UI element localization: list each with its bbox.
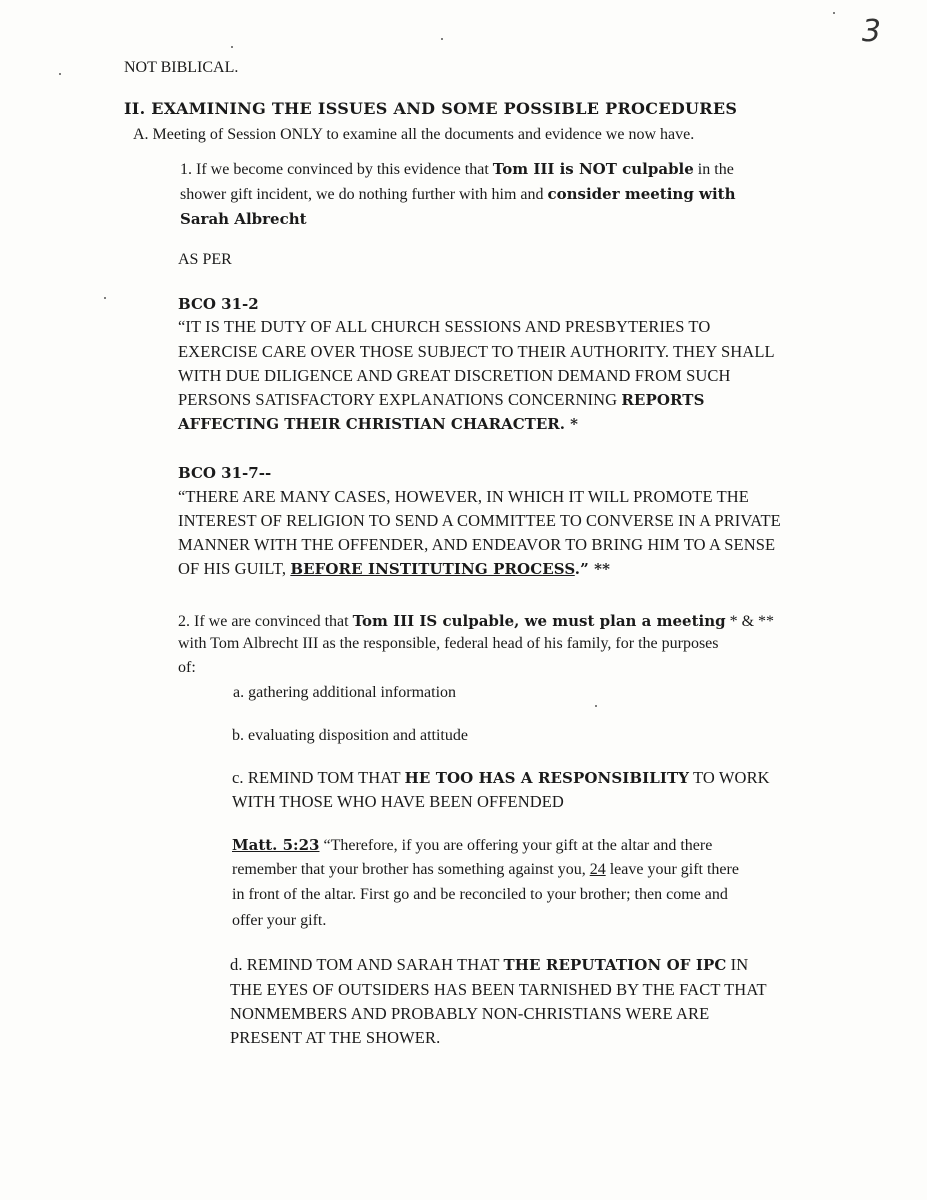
item-1-line-1: 1. If we become convinced by this evidence that Tom III is NOT culpable in the <box>180 160 734 178</box>
text-not-biblical: NOT BIBLICAL. <box>124 59 239 76</box>
bco-31-7-line-3: MANNER WITH THE OFFENDER, AND ENDEAVOR TO BRING HIM TO A SENSE <box>178 535 776 554</box>
scan-speck <box>104 297 106 299</box>
item-1-line-2: shower gift incident, we do nothing further with him and consider meeting with <box>180 185 736 203</box>
subitem-b: b. evaluating disposition and attitude <box>232 727 468 744</box>
bco-31-2-line-4: PERSONS SATISFACTORY EXPLANATIONS CONCERNING REPORTS <box>178 390 705 409</box>
section-heading: II. EXAMINING THE ISSUES AND SOME POSSIBLE PROCEDURES <box>124 99 738 118</box>
bco-31-2-heading: BCO 31-2 <box>178 295 259 313</box>
as-per-text: AS PER <box>178 251 232 268</box>
scan-speck <box>59 73 61 75</box>
bco-31-7-line-4: OF HIS GUILT, BEFORE INSTITUTING PROCESS.” ** <box>178 559 611 578</box>
item-a-meeting: A. Meeting of Session ONLY to examine all the documents and evidence we now have. <box>133 126 695 143</box>
matt-quote-line-2: remember that your brother has something against you, 24 leave your gift there <box>232 861 739 878</box>
item-2-line-3: of: <box>178 659 196 676</box>
subitem-d-line-3: NONMEMBERS AND PROBABLY NON-CHRISTIANS WERE ARE <box>230 1004 710 1023</box>
item-2-line-2: with Tom Albrecht III as the responsible, federal head of his family, for the purposes <box>178 635 719 652</box>
scan-speck <box>595 705 597 707</box>
bco-31-2-line-3: WITH DUE DILIGENCE AND GREAT DISCRETION DEMAND FROM SUCH <box>178 366 731 385</box>
reputation-text: THE REPUTATION OF IPC <box>503 956 727 974</box>
subitem-d-line-2: THE EYES OF OUTSIDERS HAS BEEN TARNISHED BY THE FACT THAT <box>230 980 767 999</box>
item-2-line-1: 2. If we are convinced that Tom III IS culpable, we must plan a meeting * & ** <box>178 612 775 630</box>
matt-quote-line-3: in front of the altar. First go and be reconciled to your brother; then come and <box>232 886 728 903</box>
scan-speck <box>441 38 443 40</box>
reports-text: REPORTS <box>621 391 705 409</box>
page-number: 3 <box>861 14 881 49</box>
is-culpable-text: Tom III IS culpable, we must plan a meeting <box>352 612 726 630</box>
verse-24-number: 24 <box>589 861 606 878</box>
matt-quote-line-1: Matt. 5:23 “Therefore, if you are offering your gift at the altar and there <box>232 836 713 854</box>
matt-quote-line-4: offer your gift. <box>232 912 327 929</box>
subitem-c-line-1: c. REMIND TOM THAT HE TOO HAS A RESPONSIBILITY TO WORK <box>232 768 770 787</box>
bco-31-7-heading: BCO 31-7-- <box>178 464 272 482</box>
scan-speck <box>833 12 835 14</box>
not-culpable-text: Tom III is NOT culpable <box>492 160 694 178</box>
before-instituting-process-text: BEFORE INSTITUTING PROCESS <box>290 560 575 578</box>
scan-speck <box>231 46 233 48</box>
bco-31-2-line-2: EXERCISE CARE OVER THOSE SUBJECT TO THEIR AUTHORITY. THEY SHALL <box>178 342 775 361</box>
subitem-d-line-1: d. REMIND TOM AND SARAH THAT THE REPUTATION OF IPC IN <box>230 955 749 974</box>
subitem-d-line-4: PRESENT AT THE SHOWER. <box>230 1028 441 1047</box>
bco-31-2-line-5: AFFECTING THEIR CHRISTIAN CHARACTER. * <box>178 415 579 433</box>
bco-31-2-line-1: “IT IS THE DUTY OF ALL CHURCH SESSIONS AND PRESBYTERIES TO <box>178 317 711 336</box>
matt-reference: Matt. 5:23 <box>232 836 320 854</box>
responsibility-text: HE TOO HAS A RESPONSIBILITY <box>404 769 690 787</box>
bco-31-7-line-1: “THERE ARE MANY CASES, HOWEVER, IN WHICH IT WILL PROMOTE THE <box>178 487 749 506</box>
sarah-albrecht-text: Sarah Albrecht <box>180 210 307 228</box>
subitem-a: a. gathering additional information <box>233 684 457 701</box>
bco-31-7-line-2: INTEREST OF RELIGION TO SEND A COMMITTEE TO CONVERSE IN A PRIVATE <box>178 511 781 530</box>
consider-meeting-text: consider meeting with <box>547 185 736 203</box>
subitem-c-line-2: WITH THOSE WHO HAVE BEEN OFFENDED <box>232 792 564 811</box>
